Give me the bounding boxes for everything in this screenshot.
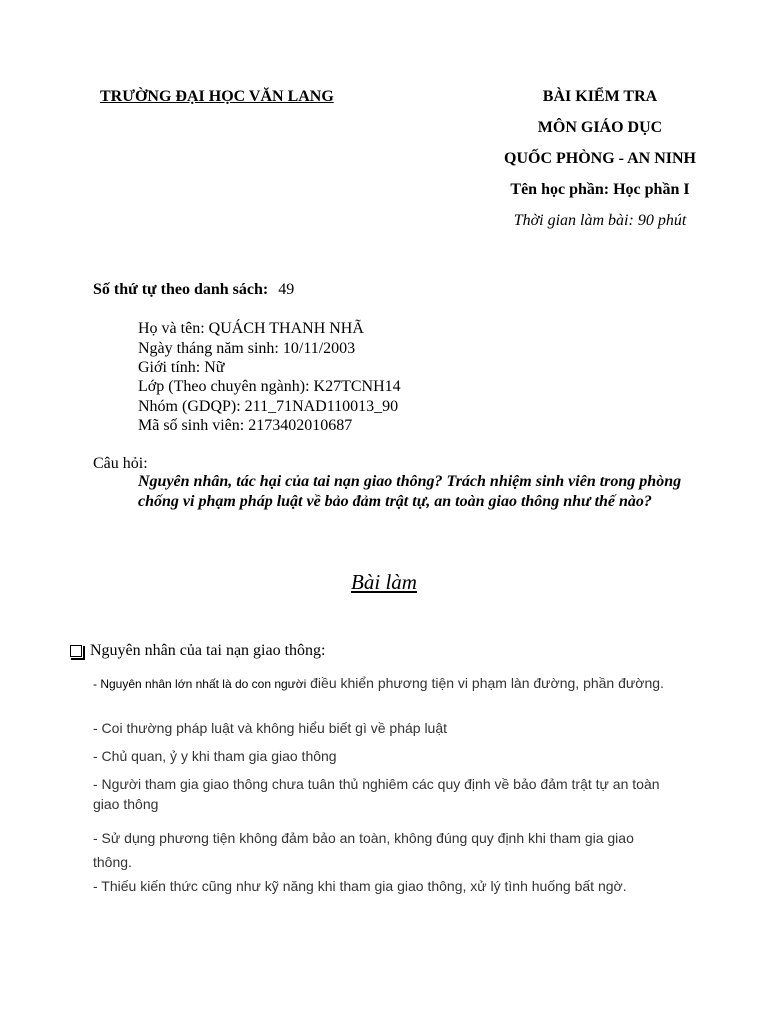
list-item: - Sử dụng phương tiện không đảm bảo an toàn, không đúng quy định khi tham gia giao thông. bbox=[93, 830, 634, 870]
list-item bbox=[93, 673, 673, 694]
checkbox-bullet-icon bbox=[70, 645, 82, 657]
list-item: - Chủ quan, ỷ y khi tham gia giao thông bbox=[93, 748, 337, 764]
exam-time: Thời gian làm bài: 90 phút bbox=[513, 212, 687, 229]
list-item: - Coi thường pháp luật và không hiểu biết gì về pháp luật bbox=[93, 720, 448, 736]
list-item: - Người tham gia giao thông chưa tuân thủ nghiêm các quy định về bảo đảm trật tự an toàn giao thông bbox=[93, 776, 660, 812]
subject-line-2: QUỐC PHÒNG - AN NINH bbox=[504, 150, 696, 167]
list-item-prefix: - Nguyên nhân lớn nhất là do con người bbox=[93, 677, 307, 691]
question-text: Nguyên nhân, tác hại của tai nạn giao thông? Trách nhiệm sinh viên trong phòng chống vi phạm pháp luật về bảo đảm trật tự, an toàn giao thông như thế nào? bbox=[138, 473, 682, 510]
module-name: Tên học phần: Học phần I bbox=[510, 181, 690, 198]
student-gender: Giới tính: Nữ bbox=[138, 359, 225, 376]
answer-heading: Bài làm bbox=[351, 570, 417, 594]
student-group: Nhóm (GDQP): 211_71NAD110013_90 bbox=[138, 398, 399, 415]
exam-title: BÀI KIỂM TRA bbox=[542, 88, 658, 105]
list-item: - Thiếu kiến thức cũng như kỹ năng khi tham gia giao thông, xử lý tình huống bất ngờ. bbox=[93, 878, 627, 894]
student-id: Mã số sinh viên: 2173402010687 bbox=[138, 417, 353, 434]
question-label: Câu hỏi: bbox=[93, 455, 148, 472]
list-item-text: điều khiển phương tiện vi phạm làn đường, phần đường. bbox=[306, 675, 664, 691]
order-row bbox=[93, 281, 294, 299]
student-class: Lớp (Theo chuyên ngành): K27TCNH14 bbox=[138, 378, 401, 395]
school-name: TRƯỜNG ĐẠI HỌC VĂN LANG bbox=[100, 88, 334, 105]
order-label: Số thứ tự theo danh sách: bbox=[93, 281, 269, 298]
student-name: Họ và tên: QUÁCH THANH NHÃ bbox=[138, 320, 364, 337]
section-heading bbox=[70, 642, 326, 660]
order-value: 49 bbox=[278, 281, 295, 298]
subject-line-1: MÔN GIÁO DỤC bbox=[537, 119, 663, 136]
student-dob: Ngày tháng năm sinh: 10/11/2003 bbox=[138, 340, 356, 357]
section-title: Nguyên nhân của tai nạn giao thông: bbox=[90, 642, 326, 659]
